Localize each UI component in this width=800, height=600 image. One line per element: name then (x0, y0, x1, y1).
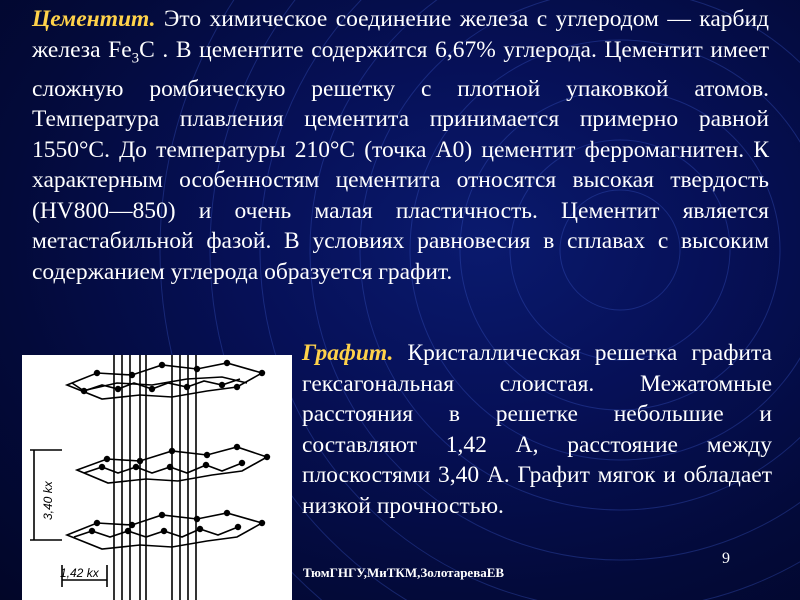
graphite-term: Графит. (302, 340, 394, 366)
footer-author: ТюмГНГУ,МиТКМ,ЗолотареваЕВ (303, 565, 505, 580)
graphite-lattice-figure (22, 355, 292, 600)
formula-subscript: 3 (131, 50, 140, 67)
bond-length-label: 1,42 kx (60, 566, 99, 580)
page-number: 9 (722, 550, 730, 567)
cementite-text-part1: Это химическое соединение железа с углеродом — карбид железа Fe (32, 6, 769, 63)
graphite-lattice-drawing (22, 355, 292, 600)
cementite-text-part2: C . В цементите содержится 6,67% углерода. Цементит имеет сложную ромбическую решетку с плотной упаковкой атомов. Температура плавления цементита принимается примерно равной 1550°С. До температуры 210°С (точка А0) цементит ферромагнитен. К характерным особенностям цементита относятся высокая твердость (HV800—850) и очень малая пластичность. Цементит является метастабильной фазой. В условиях равновесия в сплавах с высоким содержанием углерода образуется графит. (32, 36, 770, 285)
graphite-text: Кристаллическая решетка графита гексагональная слоистая. Межатомные расстояния в решетке небольшие и составляют 1,42 А, расстояние между плоскостями 3,40 А. Графит мягок и обладает низкой прочностью. (302, 340, 772, 519)
interlayer-distance-label: 3,40 kx (41, 481, 55, 520)
cementite-term: Цементит. (32, 6, 156, 32)
cementite-paragraph (32, 4, 769, 287)
graphite-paragraph (302, 338, 772, 521)
